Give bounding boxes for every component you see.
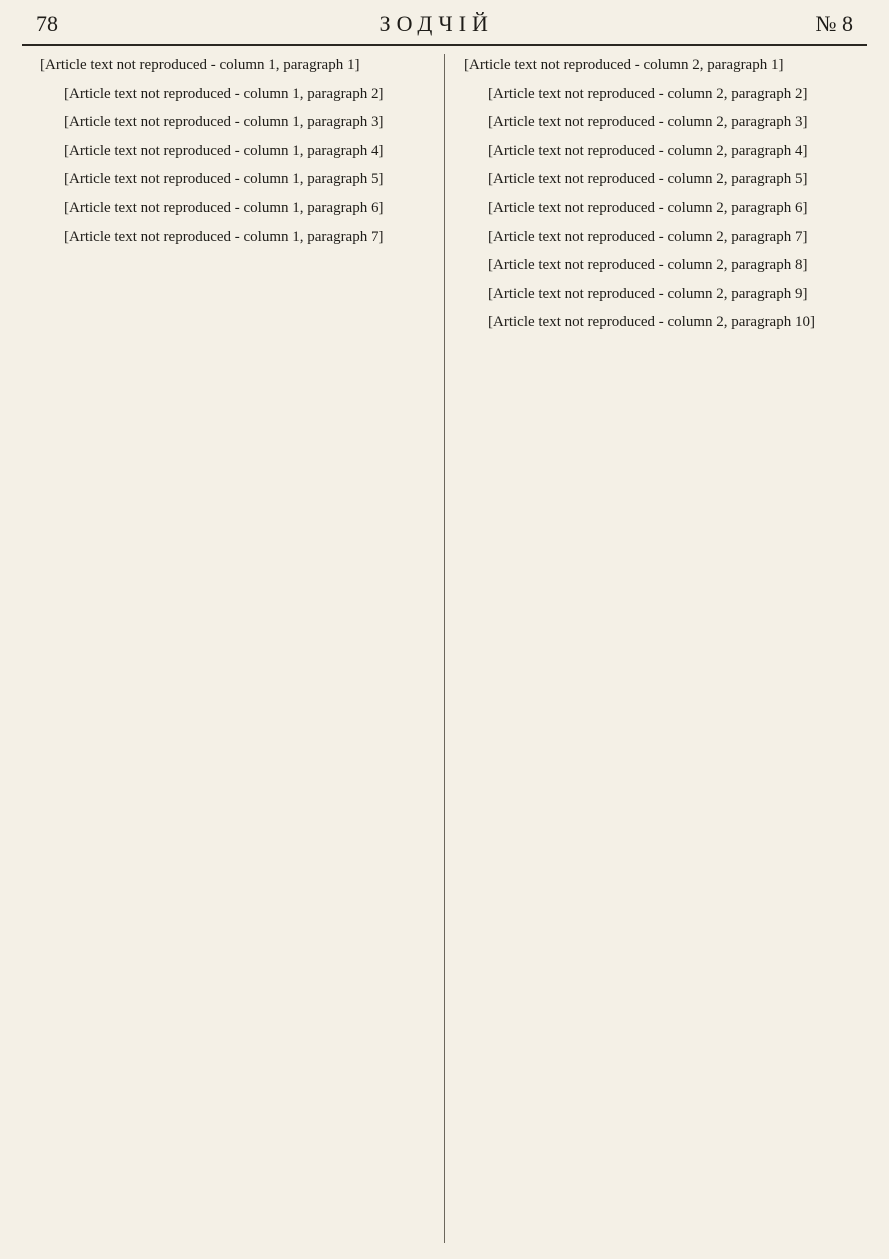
left-column xyxy=(40,54,425,1243)
paragraph: [Article text not reproduced - column 2, paragraph 2] xyxy=(488,85,808,102)
paragraph: [Article text not reproduced - column 2, paragraph 4] xyxy=(488,142,808,159)
paragraph: [Article text not reproduced - column 2, paragraph 9] xyxy=(488,285,808,302)
page-number: 78 xyxy=(36,11,58,36)
running-header xyxy=(36,8,853,40)
column-divider xyxy=(444,54,445,1243)
paragraph: [Article text not reproduced - column 2, paragraph 5] xyxy=(488,171,808,188)
journal-title: ЗОДЧІЙ xyxy=(379,11,494,36)
paragraph: [Article text not reproduced - column 2, paragraph 7] xyxy=(488,228,808,245)
header-rule xyxy=(22,44,867,46)
paragraph: [Article text not reproduced - column 1, paragraph 4] xyxy=(64,142,384,159)
paragraph: [Article text not reproduced - column 2, paragraph 6] xyxy=(488,199,808,216)
issue-number: № 8 xyxy=(815,11,853,36)
paragraph: [Article text not reproduced - column 1, paragraph 7] xyxy=(64,228,384,245)
paragraph: [Article text not reproduced - column 1, paragraph 3] xyxy=(64,114,384,131)
paragraph: [Article text not reproduced - column 2, paragraph 1] xyxy=(464,57,784,73)
paragraph: [Article text not reproduced - column 2, paragraph 3] xyxy=(488,114,808,131)
paragraph: [Article text not reproduced - column 1, paragraph 2] xyxy=(64,85,384,102)
paragraph: [Article text not reproduced - column 1, paragraph 5] xyxy=(64,171,384,188)
paragraph: [Article text not reproduced - column 1, paragraph 1] xyxy=(40,57,360,73)
paragraph: [Article text not reproduced - column 2, paragraph 10] xyxy=(488,314,815,331)
paragraph: [Article text not reproduced - column 1, paragraph 6] xyxy=(64,199,384,216)
right-column xyxy=(464,54,849,1243)
paragraph: [Article text not reproduced - column 2, paragraph 8] xyxy=(488,257,808,274)
